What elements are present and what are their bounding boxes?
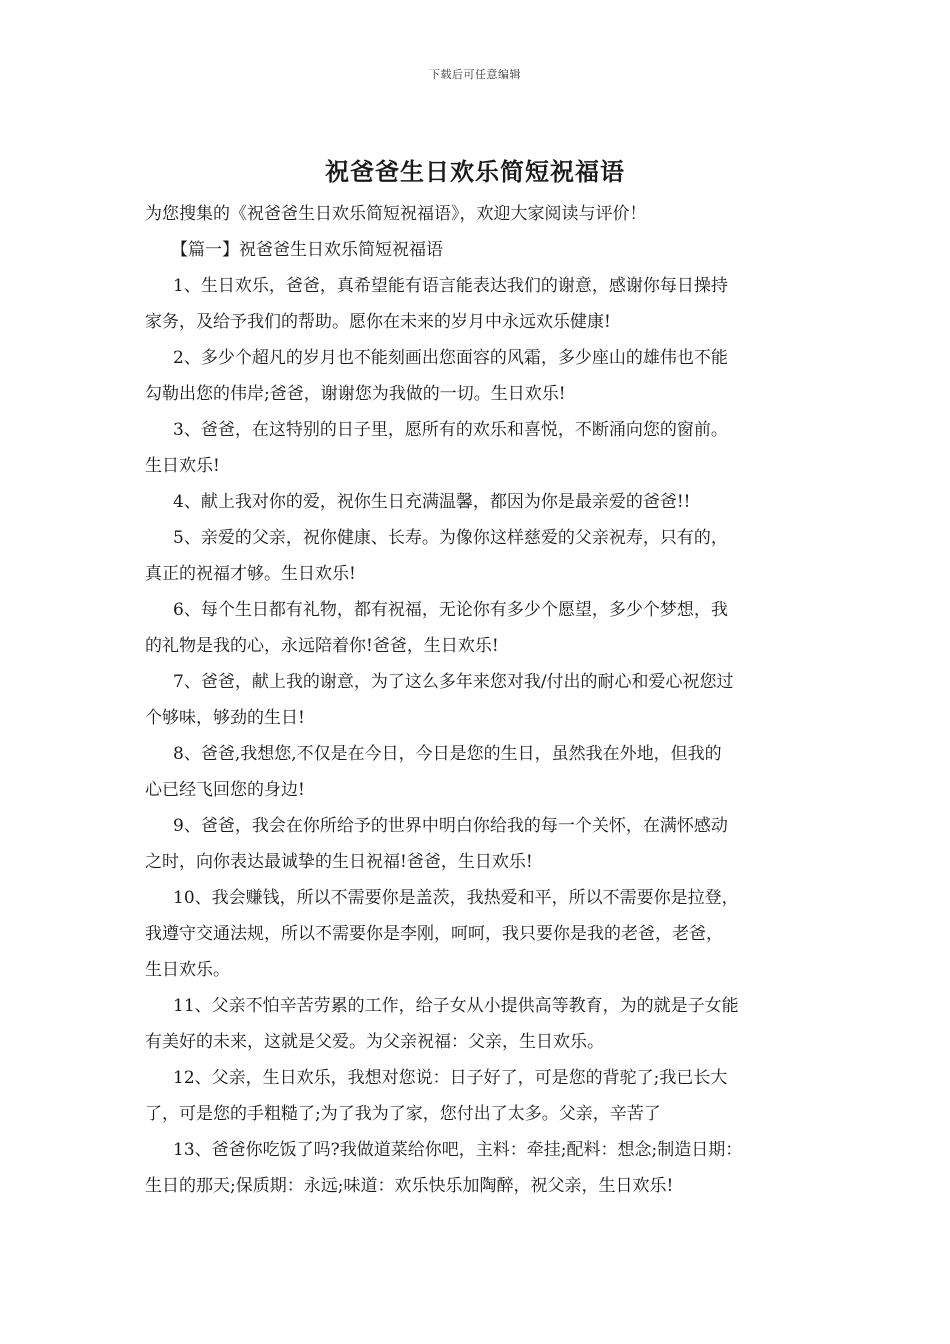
list-item-text: 3、爸爸，在这特别的日子里，愿所有的欢乐和喜悦，不断涌向您的窗前。 <box>173 420 728 440</box>
list-item-continuation: 生日欢乐! <box>145 456 220 476</box>
list-item-text: 5、亲爱的父亲，祝你健康、长寿。为像你这样慈爱的父亲祝寿，只有的， <box>173 528 728 548</box>
list-item <box>145 484 810 520</box>
list-item-text: 6、每个生日都有礼物，都有祝福，无论你有多少个愿望，多少个梦想，我 <box>173 600 728 620</box>
document-body <box>145 196 810 1204</box>
list-item <box>145 340 810 412</box>
list-item <box>145 988 810 1060</box>
list-item-continuation: 生日欢乐。 <box>145 960 230 980</box>
list-item <box>145 664 810 736</box>
list-item-continuation: 真正的祝福才够。生日欢乐! <box>145 564 356 584</box>
list-item-text: 2、多少个超凡的岁月也不能刻画出您面容的风霜，多少座山的雄伟也不能 <box>173 348 728 368</box>
list-item-text: 11、父亲不怕辛苦劳累的工作，给子女从小提供高等教育，为的就是子女能 <box>173 996 739 1016</box>
list-item-continuation: 心已经飞回您的身边! <box>145 780 305 800</box>
blessing-list <box>145 268 810 1204</box>
list-item <box>145 520 810 592</box>
list-item-continuation: 之时，向你表达最诚挚的生日祝福!爸爸，生日欢乐! <box>145 852 533 872</box>
list-item-text: 4、献上我对你的爱，祝你生日充满温馨，都因为你是最亲爱的爸爸!! <box>173 492 691 512</box>
intro-paragraph: 为您搜集的《祝爸爸生日欢乐简短祝福语》，欢迎大家阅读与评价！ <box>145 204 647 224</box>
list-item <box>145 880 810 988</box>
list-item-continuation: 家务，及给予我们的帮助。愿你在未来的岁月中永远欢乐健康! <box>145 312 611 332</box>
list-item-text: 8、爸爸,我想您,不仅是在今日，今日是您的生日，虽然我在外地，但我的 <box>173 744 722 764</box>
list-item-text: 7、爸爸，献上我的谢意，为了这么多年来您对我/付出的耐心和爱心祝您过 <box>173 672 734 692</box>
list-item-continuation: 生日的那天;保质期：永远;味道：欢乐快乐加陶醉，祝父亲，生日欢乐! <box>145 1176 674 1196</box>
list-item-continuation: 我遵守交通法规，所以不需要你是李刚，呵呵，我只要你是我的老爸，老爸， <box>145 924 723 944</box>
list-item-text: 9、爸爸，我会在你所给予的世界中明白你给我的每一个关怀，在满怀感动 <box>173 816 728 836</box>
list-item-text: 12、父亲，生日欢乐，我想对您说：日子好了，可是您的背驼了;我已长大 <box>173 1068 728 1088</box>
list-item <box>145 268 810 340</box>
list-item <box>145 412 810 484</box>
list-item <box>145 1132 810 1204</box>
header-note: 下载后可任意编辑 <box>429 68 521 81</box>
list-item <box>145 808 810 880</box>
document-title: 祝爸爸生日欢乐简短祝福语 <box>325 157 625 186</box>
list-item <box>145 1060 810 1132</box>
list-item-continuation: 了，可是您的手粗糙了;为了我为了家，您付出了太多。父亲，辛苦了 <box>145 1104 661 1124</box>
list-item-continuation: 有美好的未来，这就是父爱。为父亲祝福：父亲，生日欢乐。 <box>145 1032 604 1052</box>
list-item-text: 10、我会赚钱，所以不需要你是盖茨，我热爱和平，所以不需要你是拉登， <box>173 888 739 908</box>
list-item-continuation: 勾勒出您的伟岸;爸爸，谢谢您为我做的一切。生日欢乐! <box>145 384 566 404</box>
list-item-text: 13、爸爸你吃饭了吗?我做道菜给你吧，主料：牵挂;配料：想念;制造日期： <box>173 1140 743 1160</box>
list-item-continuation: 的礼物是我的心，永远陪着你!爸爸，生日欢乐! <box>145 636 499 656</box>
section-heading: 【篇一】祝爸爸生日欢乐简短祝福语 <box>171 240 443 260</box>
list-item-continuation: 个够味，够劲的生日! <box>145 708 305 728</box>
list-item <box>145 592 810 664</box>
list-item-text: 1、生日欢乐，爸爸，真希望能有语言能表达我们的谢意，感谢你每日操持 <box>173 276 728 296</box>
list-item <box>145 736 810 808</box>
